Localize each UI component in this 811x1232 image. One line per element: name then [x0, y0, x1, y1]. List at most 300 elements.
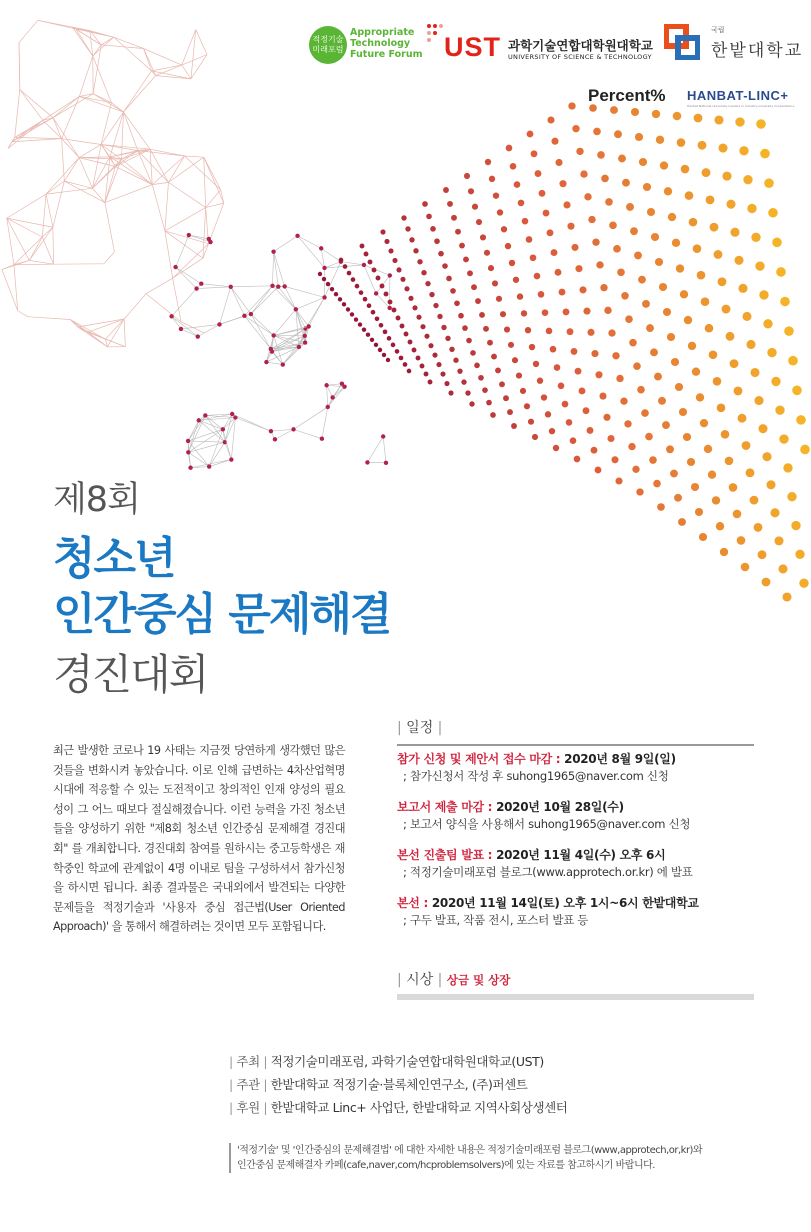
decor-dot: [605, 198, 613, 206]
decor-face-line: [64, 181, 105, 202]
decor-dot: [712, 496, 720, 504]
decor-dot: [754, 396, 763, 405]
organizer-row: [229, 1050, 567, 1073]
decor-face-line: [43, 120, 62, 138]
organizer-label: 주관: [236, 1077, 260, 1092]
decor-dot: [384, 239, 389, 244]
decor-dot: [538, 291, 545, 298]
decor-face-line: [185, 156, 221, 190]
decor-dot: [568, 102, 575, 109]
decor-dot: [704, 445, 712, 453]
decor-face-line: [79, 158, 92, 189]
decor-face-line: [165, 182, 169, 231]
decor-mesh-line: [309, 297, 325, 326]
schedule-item-label: 참가 신청 및 제안서 접수 마감 :: [397, 752, 561, 766]
decor-dot: [555, 269, 562, 276]
decor-dot: [489, 176, 495, 182]
decor-dot: [667, 333, 675, 341]
decor-mesh-line: [266, 362, 282, 365]
decor-dot: [429, 292, 434, 297]
divider-bar: |: [259, 1054, 271, 1069]
decor-dot: [643, 183, 651, 191]
decor-dot: [746, 340, 755, 349]
decor-mesh-node: [207, 237, 211, 241]
decor-dot: [725, 457, 734, 466]
award-heading: [397, 969, 510, 989]
decor-dot: [567, 223, 574, 230]
decor-dot: [726, 200, 735, 209]
decor-mesh-line: [244, 316, 270, 349]
decor-dot: [350, 312, 354, 316]
schedule-item-label: 보고서 제출 마감 :: [397, 800, 493, 814]
decor-dot: [401, 215, 406, 220]
decor-dot: [579, 286, 586, 293]
decor-dot: [737, 536, 746, 545]
decor-dot: [504, 326, 510, 332]
decor-dot: [626, 203, 634, 211]
decor-dot: [784, 326, 794, 336]
decor-dot: [562, 401, 569, 408]
decor-dot: [726, 332, 735, 341]
decor-dot: [629, 339, 637, 347]
decor-dot: [520, 388, 526, 394]
decor-dot: [701, 297, 710, 306]
decor-mesh-line: [285, 286, 296, 309]
decor-dot: [755, 261, 764, 270]
decor-face-line: [165, 231, 173, 278]
decor-dot: [404, 332, 409, 337]
decor-dot: [576, 148, 583, 155]
decor-dot: [467, 270, 473, 276]
decor-dot: [624, 420, 631, 427]
decor-mesh-line: [294, 407, 328, 429]
decor-mesh-node: [264, 360, 268, 364]
decor-dot: [783, 463, 792, 472]
decor-dot: [652, 110, 660, 118]
decor-dot: [420, 364, 425, 369]
decor-face-line: [18, 311, 28, 317]
decor-dot: [638, 276, 646, 284]
decor-dot: [695, 508, 703, 516]
afff-line: Technology: [350, 38, 411, 49]
decor-dot: [746, 468, 755, 477]
decor-mesh-node: [381, 434, 385, 438]
afff-line: Future Forum: [350, 49, 423, 60]
decor-dot: [359, 290, 364, 295]
decor-mesh-node: [384, 461, 388, 465]
decor-dot: [451, 215, 457, 221]
decor-dot: [455, 229, 461, 235]
decor-dot: [495, 368, 501, 374]
organizer-label: 주최: [236, 1054, 260, 1069]
decor-dot: [658, 397, 666, 405]
decor-mesh-node: [179, 327, 183, 331]
decor-face-line: [208, 203, 223, 244]
schedule-item-detail: ; 적정기술미래포럼 블로그(www.approtech.or.kr) 에 발표: [403, 865, 693, 879]
decor-face-line: [8, 120, 43, 148]
decor-dot: [692, 367, 700, 375]
decor-dot: [583, 407, 590, 414]
decor-dot: [403, 362, 408, 367]
decor-dot: [334, 292, 338, 296]
decor-dot: [778, 564, 787, 573]
decor-dot: [645, 433, 653, 441]
decor-face-line: [110, 112, 124, 157]
decor-dot: [660, 161, 668, 169]
decor-dot: [370, 338, 374, 342]
decor-face-line: [123, 112, 137, 150]
award-divider: [397, 994, 754, 1000]
decor-face-line: [29, 237, 42, 260]
decor-mesh-node: [387, 306, 391, 310]
decor-mesh-node: [319, 246, 323, 250]
decor-dot: [551, 138, 558, 145]
decor-dot: [412, 305, 417, 310]
linc-logo: HANBAT-LINC+: [687, 88, 789, 103]
decor-dot: [529, 344, 535, 350]
decor-dot: [483, 326, 489, 332]
decor-dot: [525, 327, 531, 333]
organizer-label: 후원: [236, 1100, 260, 1115]
decor-dot: [420, 324, 425, 329]
decor-dot: [759, 290, 768, 299]
decor-face-line: [168, 157, 203, 182]
decor-dot: [531, 150, 538, 157]
decor-dot: [659, 283, 667, 291]
decor-dot: [492, 280, 498, 286]
ust-logo-korean: 과학기술연합대학원대학교: [508, 38, 653, 53]
decor-face-line: [173, 278, 181, 322]
decor-dot: [763, 319, 772, 328]
decor-dot: [710, 223, 719, 232]
decor-dot: [468, 188, 474, 194]
decor-face-line: [206, 203, 224, 207]
decor-dot: [570, 437, 577, 444]
decor-mesh-line: [296, 297, 325, 309]
decor-dot: [592, 239, 599, 246]
decor-mesh-node: [320, 437, 324, 441]
decor-mesh-node: [273, 437, 277, 441]
decor-dot: [438, 251, 444, 257]
decor-dot: [517, 293, 523, 299]
decor-face-line: [62, 139, 80, 158]
decor-mesh-node: [230, 412, 234, 416]
decor-dot: [326, 282, 330, 286]
linc-logo-sub: Hanbat National University Leaders in Industry-university Cooperation+: [687, 104, 795, 108]
decor-dot: [505, 243, 511, 249]
decor-mesh-node: [199, 282, 203, 286]
award-highlight: 상금 및 상장: [446, 973, 511, 987]
divider-bar: |: [229, 1100, 237, 1115]
decor-dot: [616, 375, 623, 382]
decor-dot: [646, 324, 654, 332]
decor-dot: [679, 408, 687, 416]
decor-face-line: [53, 118, 79, 158]
decor-mesh-line: [274, 236, 298, 252]
schedule-item: [397, 847, 757, 881]
decor-dot: [546, 328, 553, 335]
decor-mesh-line: [219, 316, 244, 325]
decor-dot: [382, 353, 386, 357]
decor-dot: [691, 483, 699, 491]
divider-bar: |: [433, 972, 447, 988]
decor-dot: [384, 292, 389, 297]
decor-mesh-node: [297, 345, 301, 349]
reference-note: [229, 1143, 702, 1173]
decor-mesh-node: [388, 273, 392, 277]
decor-dot: [400, 324, 405, 329]
decor-dot: [633, 362, 641, 370]
decor-dot: [474, 363, 480, 369]
decor-dot: [547, 116, 554, 123]
decor-mesh-line: [294, 429, 322, 438]
decor-dot: [471, 284, 477, 290]
decor-dot: [575, 265, 582, 272]
decor-face-line: [79, 144, 101, 157]
decor-face-line: [42, 237, 53, 264]
decor-dot: [486, 400, 492, 406]
decor-dot: [391, 343, 396, 348]
decor-dot: [729, 483, 738, 492]
decor-dot: [597, 151, 605, 159]
decor-dot: [516, 373, 522, 379]
decor-dot: [743, 175, 752, 184]
decor-dot: [524, 403, 530, 409]
schedule-item-title: [397, 895, 757, 912]
schedule-item-date: 2020년 11월 14일(토) 오후 1시~6시 한밭대학교: [427, 896, 699, 910]
decor-mesh-node: [194, 286, 198, 290]
decor-mesh-node: [362, 263, 366, 267]
decor-dot: [779, 434, 788, 443]
decor-dot: [442, 263, 448, 269]
decor-dot: [698, 141, 707, 150]
decor-face-line: [53, 94, 93, 118]
decor-dot: [674, 494, 682, 502]
decor-dot: [366, 333, 370, 337]
decor-dot: [747, 204, 756, 213]
decor-dot: [587, 427, 594, 434]
decor-dot: [750, 368, 759, 377]
decor-mesh-line: [232, 414, 271, 431]
decor-mesh-line: [274, 252, 279, 287]
decor-dot: [563, 201, 570, 208]
decor-dot: [595, 371, 602, 378]
decor-dot: [631, 108, 639, 116]
schedule-item-detail: ; 보고서 양식을 사용해서 suhong1965@naver.com 신청: [403, 817, 691, 831]
decor-dot: [742, 312, 751, 321]
decor-dot: [424, 372, 429, 377]
decor-dot: [448, 390, 453, 395]
decor-mesh-line: [322, 407, 328, 439]
divider-bar: |: [259, 1077, 271, 1092]
decor-dot: [607, 435, 614, 442]
decor-face-line: [62, 96, 80, 138]
decor-dot: [367, 303, 372, 308]
decor-dot: [513, 277, 519, 283]
decor-mesh-node: [340, 381, 344, 385]
note-line: 인간중심 문제해결자 카페(cafe,naver,com/hcproblemsolvers)에 있는 자료를 참고하시기 바랍니다.: [237, 1160, 655, 1171]
decor-dot: [566, 419, 573, 426]
decor-dot: [399, 356, 404, 361]
decor-face-line: [88, 319, 124, 332]
decor-mesh-line: [383, 436, 386, 462]
decor-dot: [480, 234, 486, 240]
decor-dot: [697, 271, 706, 280]
decor-mesh-line: [197, 287, 231, 289]
decor-mesh-node: [188, 466, 192, 470]
decor-dot: [388, 300, 393, 305]
decor-dot: [591, 447, 598, 454]
decor-mesh-line: [327, 385, 328, 407]
decor-dot: [718, 144, 727, 153]
decor-dot: [553, 445, 559, 451]
decor-face-line: [101, 37, 113, 45]
decor-dot: [657, 503, 665, 511]
afff-line: Appropriate: [350, 27, 415, 38]
decor-dot: [441, 325, 446, 330]
decor-dot: [488, 265, 494, 271]
decor-dot: [772, 238, 782, 248]
decor-dot: [760, 149, 770, 159]
decor-dot: [791, 521, 800, 530]
decor-dot: [636, 488, 643, 495]
decor-dot: [462, 325, 468, 331]
decor-dot: [443, 187, 449, 193]
decor-dot: [718, 277, 727, 286]
decor-dot: [649, 456, 657, 464]
decor-dot: [571, 348, 578, 355]
decor-dot: [491, 354, 497, 360]
ust-logo-word: UST: [444, 32, 501, 62]
title-youth: 청소년: [53, 533, 175, 584]
decor-mesh-node: [276, 284, 280, 288]
decor-dot: [376, 276, 381, 281]
decor-mesh-line: [199, 420, 223, 429]
decor-dot: [625, 315, 633, 323]
decor-dot: [688, 342, 696, 350]
decor-dot: [464, 173, 470, 179]
decor-dot: [762, 452, 771, 461]
decor-dot: [484, 250, 490, 256]
decor-dot: [396, 267, 401, 272]
decor-dot: [579, 388, 586, 395]
decor-dot: [714, 250, 723, 259]
decor-dot: [655, 258, 663, 266]
decor-face-line: [7, 194, 46, 218]
decor-dot: [571, 244, 578, 251]
decor-dot: [500, 311, 506, 317]
decor-dot: [368, 260, 373, 265]
schedule-heading-text: 일정: [406, 720, 434, 736]
decor-dot: [445, 336, 450, 341]
decor-face-line: [146, 294, 181, 322]
decor-dot: [342, 302, 346, 306]
decor-dot: [677, 138, 686, 147]
decor-dot: [526, 236, 533, 243]
decor-dot: [595, 467, 602, 474]
decor-dot: [612, 352, 619, 359]
decor-dot: [446, 276, 452, 282]
decor-face-line: [46, 194, 53, 227]
decor-dot: [405, 226, 410, 231]
decor-mesh-node: [322, 295, 326, 299]
decor-dot: [751, 233, 760, 242]
decor-mesh-node: [294, 307, 298, 311]
schedule-item: [397, 799, 757, 833]
decor-dot: [654, 373, 662, 381]
decor-dot: [618, 155, 626, 163]
decor-dot: [437, 314, 442, 319]
decor-mesh-node: [229, 285, 233, 289]
decor-dot: [378, 348, 382, 352]
decor-dot: [758, 424, 767, 433]
decor-face-line: [38, 20, 76, 29]
decor-mesh-node: [303, 334, 307, 338]
decor-mesh-node: [271, 249, 275, 253]
decor-dot: [628, 443, 635, 450]
decor-dot: [542, 309, 549, 316]
decor-dot: [734, 256, 743, 265]
decor-dot: [730, 359, 739, 368]
decor-dot: [680, 290, 688, 298]
decor-face-line: [196, 30, 207, 55]
decor-face-line: [101, 45, 143, 49]
decor-mesh-node: [365, 460, 369, 464]
organizer-value: 적정기술미래포럼, 과학기술연합대학원대학교(UST): [270, 1054, 544, 1069]
decor-dot: [722, 305, 731, 314]
decor-mesh-line: [367, 436, 383, 462]
decor-dot: [563, 308, 570, 315]
decor-dot: [433, 303, 438, 308]
decor-mesh-node: [186, 439, 190, 443]
decor-dot: [672, 239, 680, 247]
decor-mesh-node: [322, 266, 326, 270]
decor-dot: [681, 165, 690, 174]
decor-dot: [792, 385, 802, 395]
decor-dot: [702, 168, 711, 177]
decor-dot: [543, 210, 550, 217]
decor-dot: [559, 180, 566, 187]
decor-dot: [583, 308, 590, 315]
decor-mesh-node: [324, 383, 328, 387]
decor-dot: [379, 323, 384, 328]
decor-dot: [651, 233, 659, 241]
decor-dot: [676, 264, 684, 272]
decor-dot: [522, 218, 529, 225]
decor-dot: [775, 406, 784, 415]
decor-dot: [424, 334, 429, 339]
organizer-value: 한밭대학교 적정기술·블록체인연구소, (주)퍼센트: [270, 1077, 528, 1092]
decor-mesh-line: [328, 387, 345, 407]
decor-dot: [720, 548, 728, 556]
decor-mesh-line: [199, 420, 225, 442]
decor-face-line: [152, 65, 182, 71]
decor-dot: [421, 270, 426, 275]
hanbat-logo-korean: 한밭대학교: [711, 41, 804, 61]
decor-dot: [497, 209, 503, 215]
decor-dot: [694, 114, 703, 123]
decor-dot: [496, 296, 502, 302]
decor-dot: [510, 163, 517, 170]
decor-dot: [535, 170, 542, 177]
decor-face-line: [19, 20, 38, 42]
decor-dot: [404, 286, 409, 291]
decor-mesh-node: [169, 314, 173, 318]
decor-dot: [699, 533, 707, 541]
decor-face-line: [105, 203, 115, 252]
decor-mesh-node: [196, 334, 200, 338]
decor-mesh-node: [282, 284, 286, 288]
